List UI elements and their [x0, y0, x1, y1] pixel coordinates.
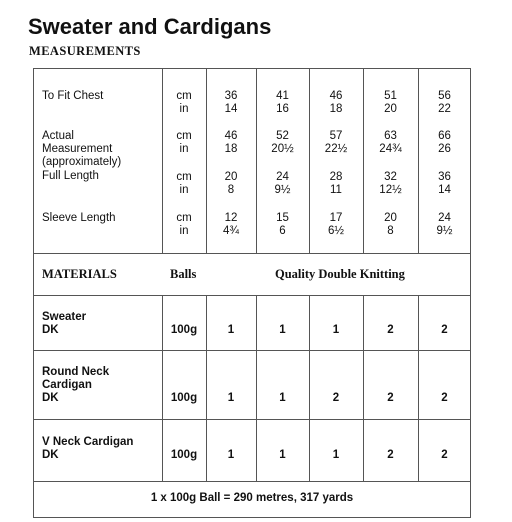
- table-cell: 1: [227, 324, 235, 336]
- table-cell: 2: [332, 392, 340, 404]
- table-cell: 36: [438, 171, 451, 183]
- table-cell: 100g: [170, 392, 198, 404]
- table-grid-line: [33, 253, 471, 254]
- section-heading-measurements: MEASUREMENTS: [29, 44, 141, 58]
- table-cell: 16: [276, 103, 289, 115]
- table-cell: 1: [279, 324, 286, 336]
- table-cell: 1: [227, 392, 235, 404]
- unit-label: cm: [176, 90, 192, 102]
- row-label: Full Length: [42, 170, 99, 182]
- row-label: Sweater: [42, 311, 87, 323]
- table-cell: 2: [387, 324, 394, 336]
- table-cell: 1: [332, 449, 340, 461]
- unit-label: cm: [176, 130, 192, 142]
- table-cell: 17: [329, 212, 343, 224]
- quality-header: Quality Double Knitting: [275, 267, 405, 281]
- table-cell: 66: [438, 130, 451, 142]
- table-cell: 52: [276, 130, 289, 142]
- table-cell: 8: [387, 225, 394, 237]
- table-cell: 100g: [170, 324, 198, 336]
- table-cell: 20: [384, 103, 397, 115]
- table-cell: 41: [276, 90, 289, 102]
- yardage-note: 1 x 100g Ball = 290 metres, 317 yards: [150, 492, 354, 504]
- table-grid-line: [33, 419, 471, 420]
- table-cell: 24: [438, 212, 451, 224]
- table-cell: 14: [224, 103, 238, 115]
- table-cell: 20: [224, 171, 238, 183]
- row-label: (approximately): [42, 156, 122, 168]
- table-cell: 6: [279, 225, 286, 237]
- unit-label: in: [179, 225, 189, 237]
- unit-label: in: [179, 143, 189, 155]
- table-cell: 63: [384, 130, 397, 142]
- table-grid-line: [33, 481, 471, 482]
- table-cell: 24: [276, 171, 289, 183]
- table-cell: 22: [438, 103, 451, 115]
- table-cell: 22½: [324, 143, 348, 155]
- page-title: Sweater and Cardigans: [28, 14, 272, 39]
- table-cell: 32: [384, 171, 397, 183]
- table-cell: 1: [279, 392, 286, 404]
- table-cell: 18: [329, 103, 343, 115]
- table-cell: 20: [384, 212, 397, 224]
- table-cell: 2: [441, 392, 448, 404]
- table-cell: 12½: [379, 184, 402, 196]
- table-cell: 28: [329, 171, 343, 183]
- row-label: Sleeve Length: [42, 212, 116, 224]
- row-label: Measurement: [42, 143, 113, 155]
- table-cell: 4¾: [223, 225, 239, 237]
- table-cell: 51: [384, 90, 397, 102]
- table-cell: 1: [227, 449, 235, 461]
- table-cell: 15: [276, 212, 289, 224]
- unit-label: cm: [176, 171, 192, 183]
- table-cell: 2: [441, 324, 448, 336]
- row-label: DK: [42, 392, 59, 404]
- unit-label: cm: [176, 212, 192, 224]
- table-cell: 57: [329, 130, 343, 142]
- table-cell: 9½: [274, 184, 291, 196]
- section-heading-materials: MATERIALS: [42, 267, 117, 281]
- table-cell: 46: [329, 90, 343, 102]
- table-cell: 2: [387, 449, 394, 461]
- unit-label: in: [179, 103, 189, 115]
- row-label: To Fit Chest: [42, 90, 104, 102]
- table-cell: 46: [224, 130, 238, 142]
- row-label: DK: [42, 449, 59, 461]
- table-grid-line: [33, 350, 471, 351]
- table-cell: 14: [438, 184, 451, 196]
- table-cell: 9½: [436, 225, 453, 237]
- table-cell: 100g: [170, 449, 198, 461]
- table-cell: 11: [330, 184, 342, 196]
- row-label: Cardigan: [42, 379, 92, 391]
- balls-header: Balls: [170, 267, 197, 281]
- unit-label: in: [179, 184, 189, 196]
- table-cell: 36: [224, 90, 238, 102]
- table-cell: 20½: [271, 143, 294, 155]
- row-label: Round Neck: [42, 366, 110, 378]
- row-label: DK: [42, 324, 59, 336]
- table-cell: 56: [438, 90, 451, 102]
- table-cell: 2: [387, 392, 394, 404]
- table-cell: 18: [224, 143, 238, 155]
- table-cell: 1: [332, 324, 340, 336]
- table-cell: 24¾: [379, 143, 402, 155]
- table-cell: 2: [441, 449, 448, 461]
- table-cell: 12: [224, 212, 238, 224]
- row-label: V Neck Cardigan: [42, 436, 134, 448]
- row-label: Actual: [42, 130, 74, 142]
- table-cell: 8: [227, 184, 235, 196]
- table-cell: 6½: [328, 225, 344, 237]
- table-cell: 26: [438, 143, 451, 155]
- table-grid-line: [33, 295, 471, 296]
- table-cell: 1: [279, 449, 286, 461]
